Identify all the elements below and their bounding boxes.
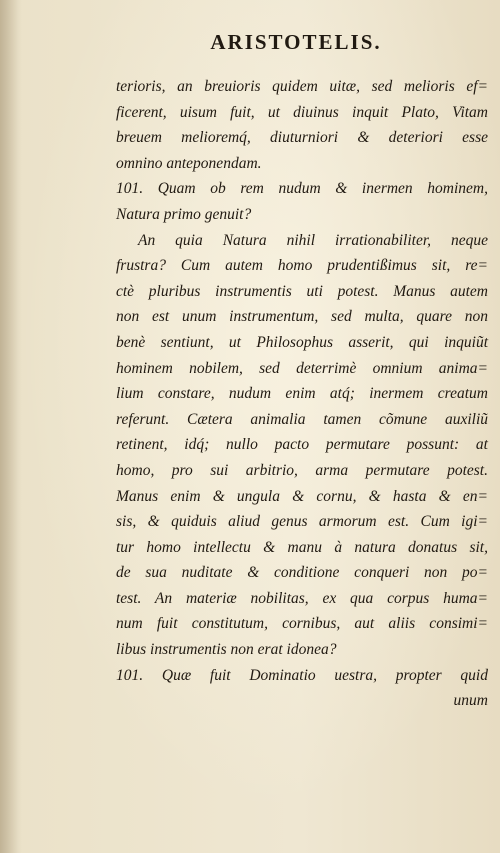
- text-line: de sua nuditate & conditione conqueri non po=: [116, 564, 488, 582]
- question-line: 101. Quæ fuit Dominatio uestra, propter quid: [116, 666, 488, 684]
- text-line: benè sentiunt, ut Philosophus asserit, qui inquiũt: [116, 333, 488, 351]
- running-head: [0, 30, 500, 55]
- gutter-shadow: [0, 0, 22, 853]
- text-line: homo, pro sui arbitrio, arma permutare potest.: [116, 461, 488, 479]
- running-title: ARISTOTELIS.: [210, 30, 382, 54]
- text-line: referunt. Cætera animalia tamen cõmune auxiliũ: [116, 410, 488, 428]
- text-line: hominem nobilem, sed deterrimè omnium anima=: [116, 359, 488, 377]
- text-line: frustra? Cum autem homo prudentißimus sit, re=: [116, 257, 488, 275]
- text-line: test. An materiæ nobilitas, ex qua corpus huma=: [116, 589, 488, 607]
- answer-line: An quia Natura nihil irrationabiliter, neque: [138, 231, 488, 249]
- text-line: terioris, an breuioris quidem uitæ, sed melioris ef=: [116, 78, 488, 95]
- text-line: lium constare, nudum enim atq́; inermem creatum: [116, 385, 488, 403]
- text-line: breuem melioremq́, diuturniori & deteriori esse: [116, 129, 488, 147]
- text-line: num fuit constitutum, cornibus, aut aliis consimi=: [116, 615, 488, 633]
- text-line: omnino anteponendam.: [116, 154, 262, 172]
- catchword: unum: [453, 692, 488, 710]
- text-line: tur homo intellectu & manu à natura donatus sit,: [116, 538, 488, 556]
- text-line: non est unum instrumentum, sed multa, quare non: [116, 308, 488, 326]
- text-line: Manus enim & ungula & cornu, & hasta & en=: [116, 487, 488, 505]
- text-line: libus instrumentis non erat idonea?: [116, 641, 337, 659]
- text-line: ctè pluribus instrumentis uti potest. Manus autem: [116, 282, 488, 300]
- question-line: 101. Quam ob rem nudum & inermen hominem,: [116, 180, 488, 198]
- text-line: sis, & quiduis aliud genus armorum est. Cum igi=: [116, 513, 488, 531]
- body-text: [116, 74, 488, 714]
- text-line: ficerent, uisum fuit, ut diuinus inquit Plato, Vitam: [116, 103, 488, 121]
- text-line: retinent, idq́; nullo pacto permutare possunt: at: [116, 436, 488, 454]
- text-line: Natura primo genuit?: [116, 205, 252, 223]
